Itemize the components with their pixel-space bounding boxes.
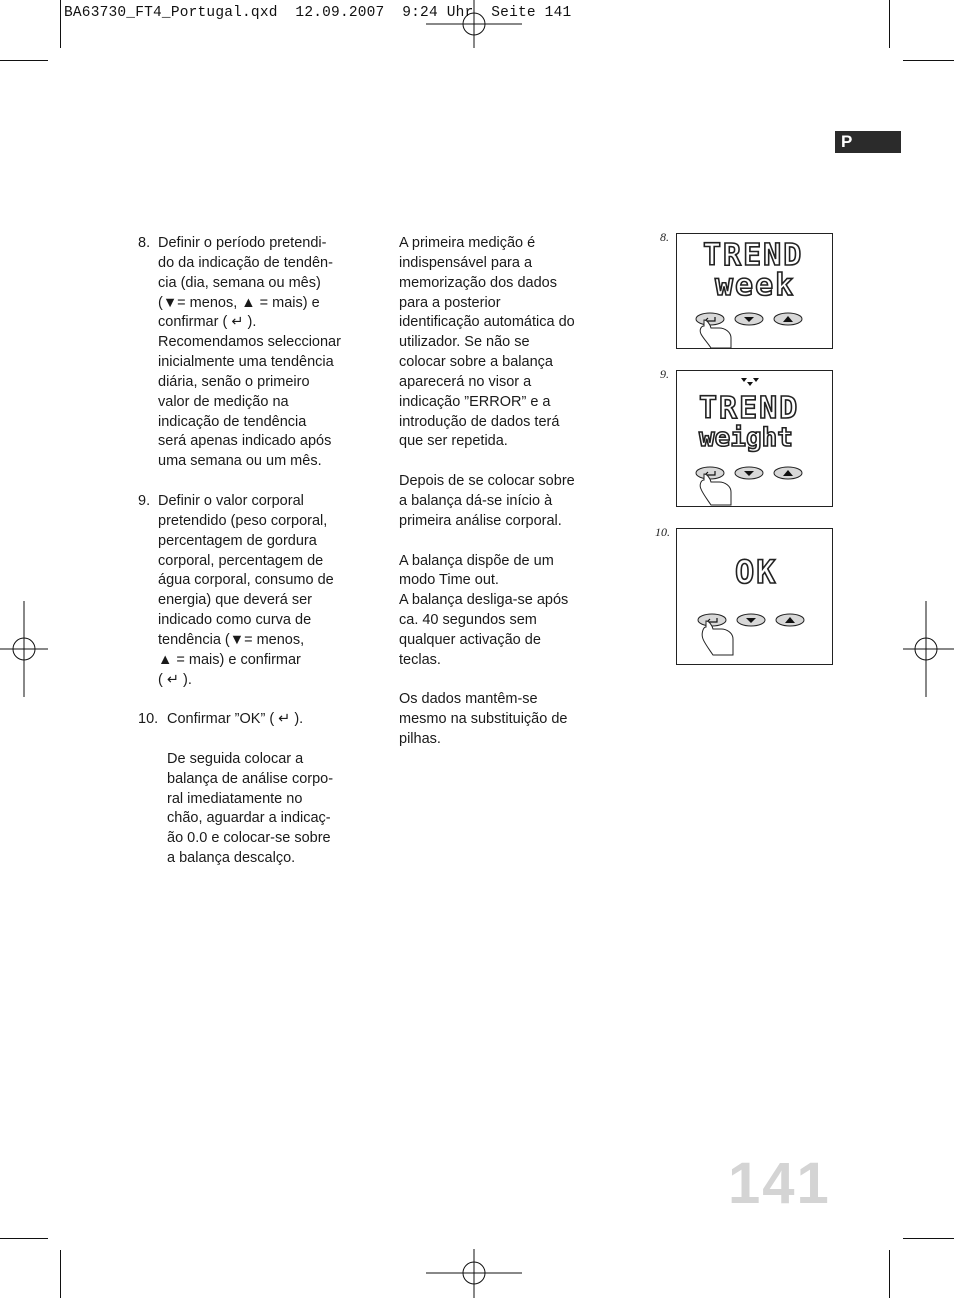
step-8: 8. Definir o período pretendi- do da indicação de tendên- cia (dia, semana ou mês) (▼= menos, ▲ = mais) e confirmar ( ↵ ). Recomendamos seleccionar inicialmente uma tendência diária, senão o primeiro valor de medição na indicação de tendência será apenas indicado após uma semana ou um mês. — [138, 235, 341, 470]
display-figure-9 — [676, 370, 833, 507]
scale-buttons — [677, 304, 832, 349]
enter-button-icon — [696, 467, 724, 479]
paragraph: A balança dispõe de um modo Time out. A balança desliga-se após ca. 40 segundos sem qualquer activação de teclas. — [399, 552, 569, 668]
display-line: week — [715, 268, 796, 303]
step-number: 8. — [138, 235, 151, 251]
figure-label: 10. — [655, 525, 670, 539]
step-10-followup: De seguida colocar a balança de análise corpo- ral imediatamente no chão, aguardar a indicaç- ão 0.0 e colocar-se sobre a balança descalço. — [167, 750, 334, 867]
paragraph: Os dados mantêm-se mesmo na substituição de pilhas. — [399, 691, 568, 748]
page-number: 141 — [728, 1151, 831, 1216]
enter-button-icon — [696, 313, 724, 325]
hand-pointer-icon — [702, 621, 733, 655]
scale-buttons — [677, 459, 832, 506]
step-9: 9. Definir o valor corporal pretendido (peso corporal, percentagem de gordura corporal, percentagem de água corporal, consumo de energia) que deverá ser indicado como curva de tendência (▼= menos, ▲ = mais) e confirmar ( ↵ ). — [138, 492, 334, 688]
step-10: 10. Confirmar ”OK” ( ↵ ). — [138, 710, 358, 730]
language-tab: P — [835, 131, 901, 153]
instructions-column — [138, 234, 358, 869]
figure-label: 9. — [660, 367, 669, 381]
step-number: 9. — [138, 492, 151, 509]
display-line: OK — [735, 553, 778, 591]
figure-label: 8. — [660, 230, 669, 244]
enter-button-icon — [698, 614, 726, 626]
scale-buttons — [677, 607, 832, 664]
paragraph: A primeira medição é indispensável para a memorização dos dados para a posterior identificação automática do utilizador. Se não se colocar sobre a balança aparecerá no visor a indicação ”ERROR” e a introdução de dados terá que ser repetida. — [399, 235, 575, 450]
display-line: TREND — [703, 238, 804, 273]
print-slug: BA63730_FT4_Portugal.qxd 12.09.2007 9:24 Uhr Seite 141 — [64, 5, 572, 21]
user-indicator-icon — [739, 376, 763, 388]
display-figure-10 — [676, 528, 833, 665]
display-figure-8 — [676, 233, 833, 349]
display-line: weight — [699, 423, 793, 453]
step-number: 10. — [138, 711, 159, 728]
display-line: TREND — [699, 391, 800, 426]
notes-column — [399, 234, 599, 750]
paragraph: Depois de se colocar sobre a balança dá-se início à primeira análise corporal. — [399, 473, 575, 529]
